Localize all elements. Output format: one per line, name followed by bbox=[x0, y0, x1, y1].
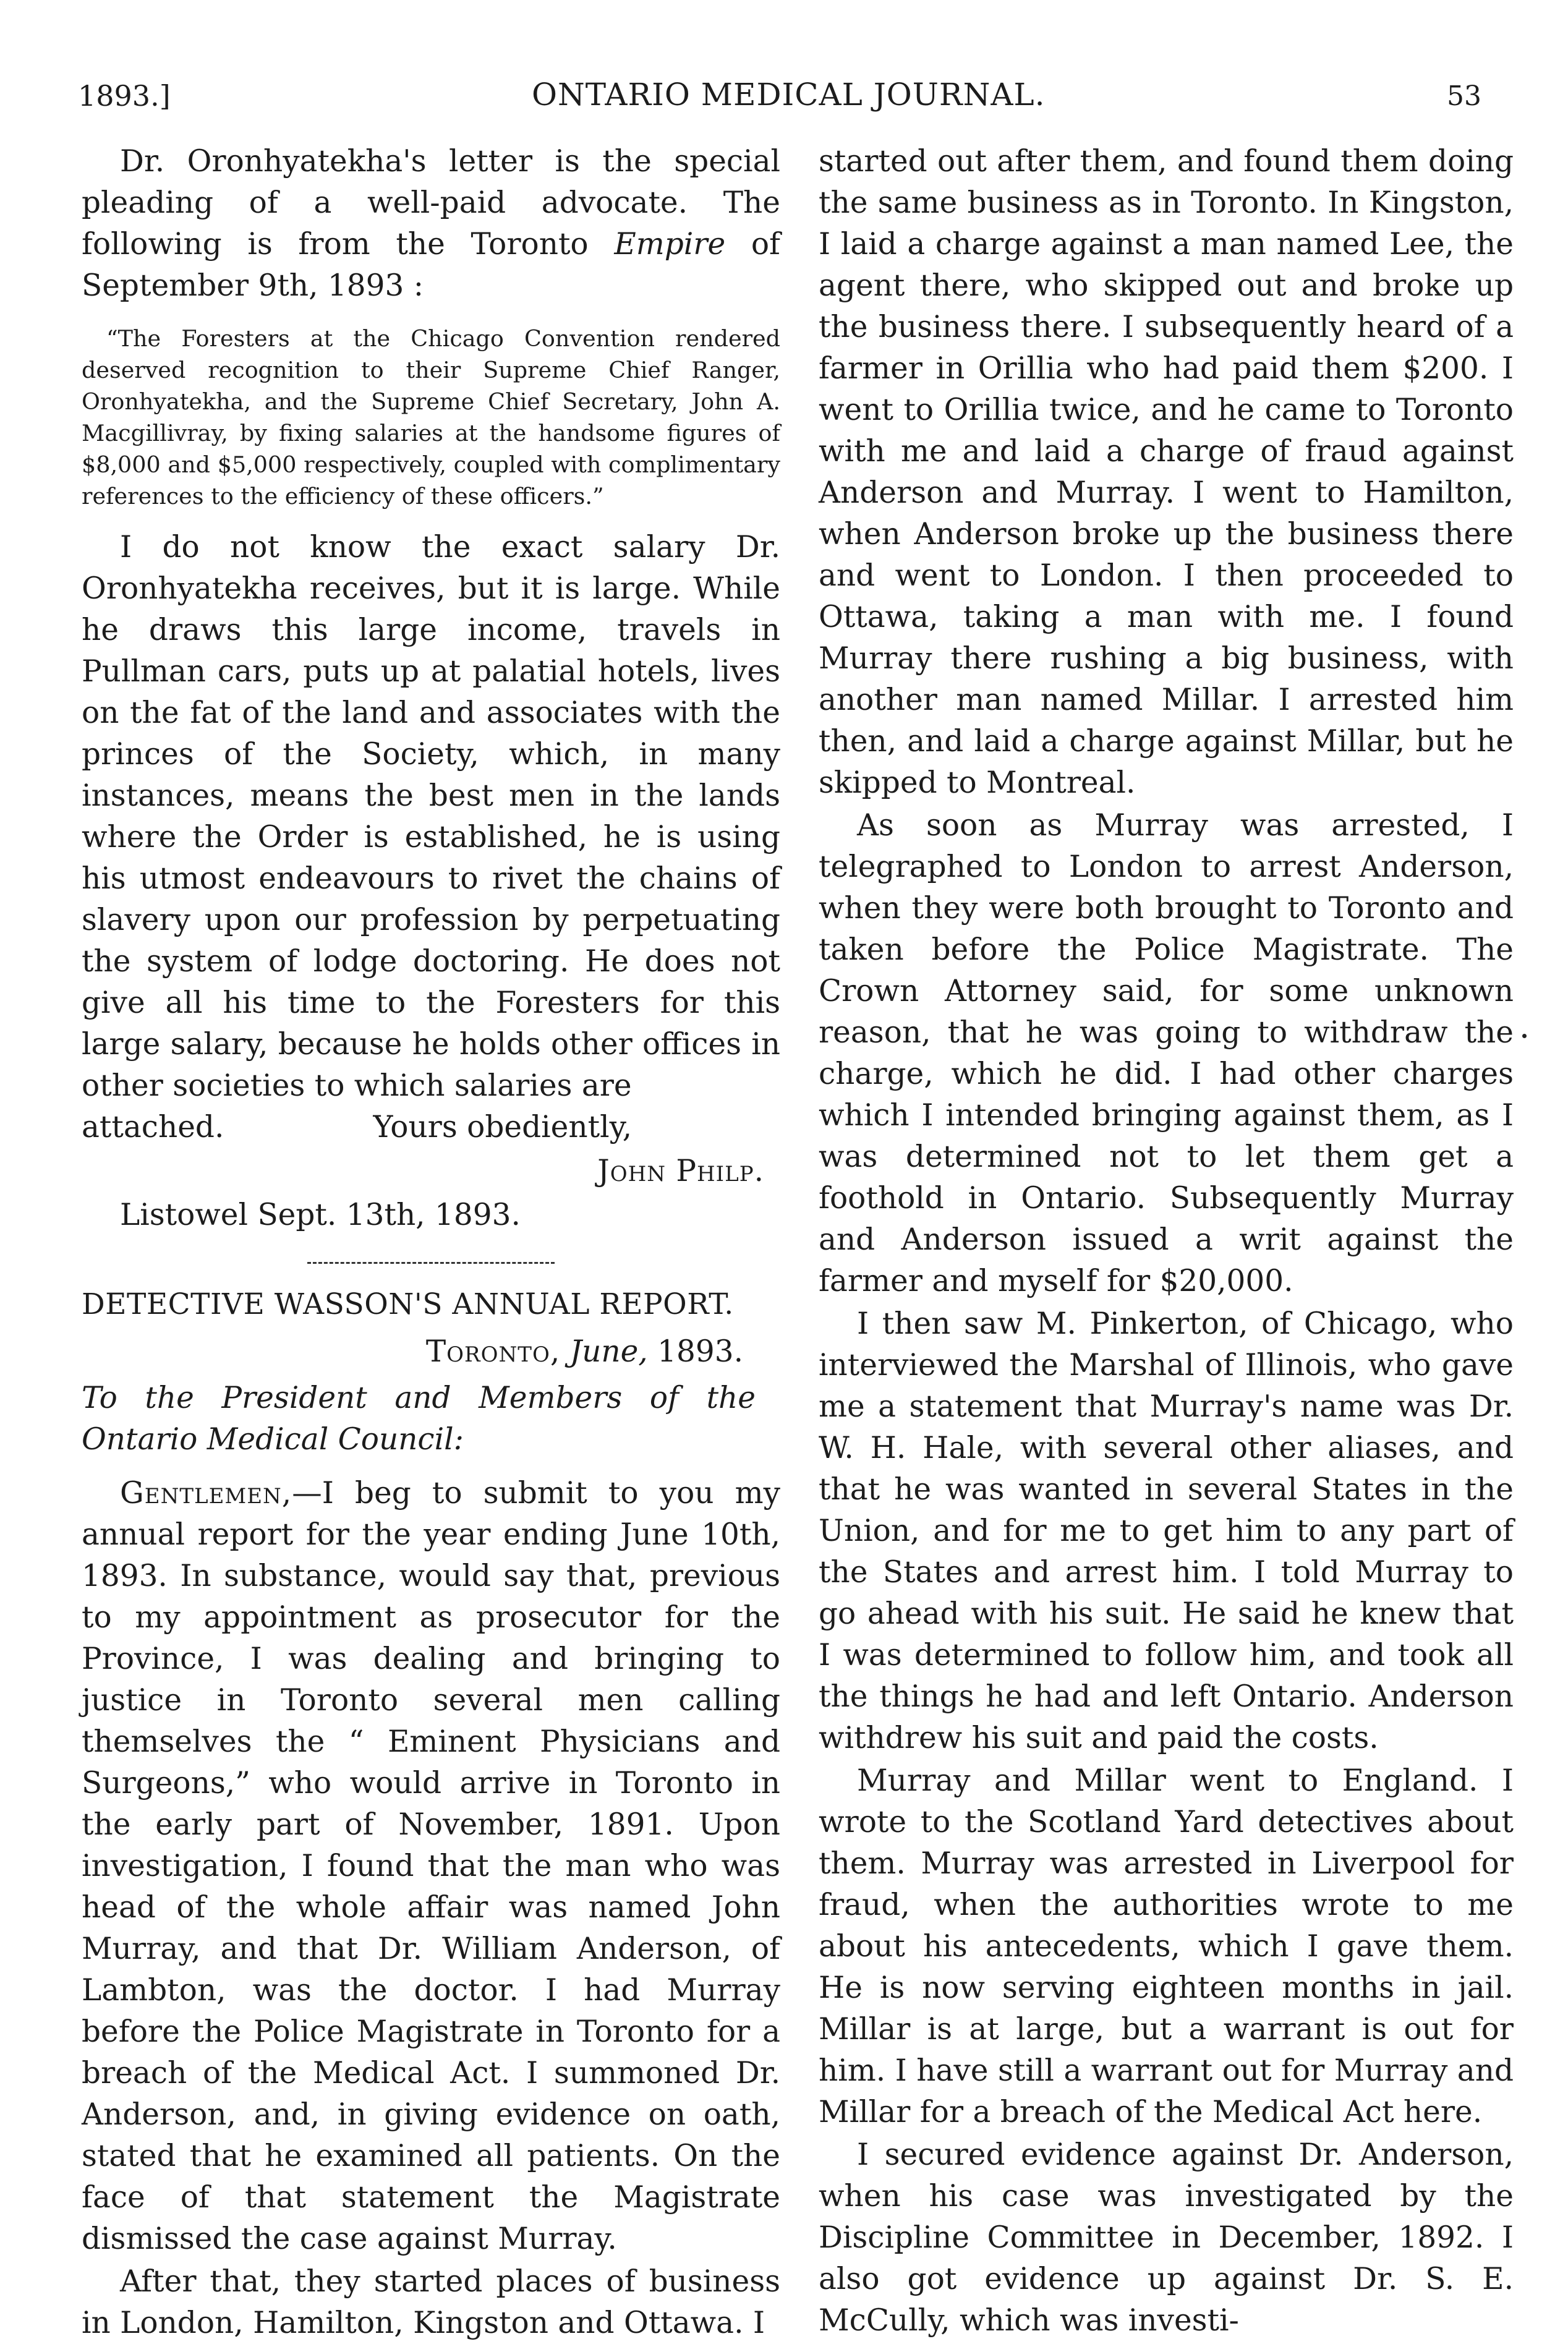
letter-place-date: Listowel Sept. 13th, 1893. bbox=[120, 1198, 521, 1232]
paragraph-evidence: I secured evidence against Dr. Anderson, when his case was investigated by the Discipline Committee in December, 1892. I also got evidence up against Dr. S. E. McCully, which was investi- bbox=[819, 2137, 1514, 2338]
closing-row bbox=[82, 1107, 780, 1148]
salutation: Gentlemen, bbox=[120, 1476, 292, 1511]
attached-word: attached. bbox=[82, 1110, 224, 1144]
dateline-year: 1893. bbox=[657, 1334, 743, 1369]
right-column bbox=[819, 141, 1514, 2342]
paragraph-salary: I do not know the exact salary Dr. Oronhyatekha receives, but it is large. While he draws this large income, travels in Pullman cars, puts up at palatial hotels, lives on the fat of the land and associates with the princes of the Society, which, in many instances, means the best men in the lands where the Order is established, he is using his utmost endeavours to rivet the chains of slavery upon our profession by perpetuating the system of lodge doctoring. He does not give all his time to the Foresters for this large salary, because he holds other offices in other societies to which salaries are bbox=[82, 530, 780, 1103]
section-divider bbox=[307, 1262, 555, 1264]
text-run: —I beg to submit to you my annual report for the year ending June 10th, 1893. In substance, would say that, previous to my appointment as prosecutor for the Province, I was dealing and bringing to justice in Toronto several men calling themselves the “ Eminent Physicians and Surgeons,” who would arrive in Toronto in the early part of November, 1891. Upon investigation, I found that the man who was head of the whole affair was named John Murray, and that Dr. William Anderson, of Lambton, was the doctor. I had Murray before the Police Magistrate in Toronto for a breach of the Medical Act. I summoned Dr. Anderson, and, in giving evidence on oath, stated that he examined all patients. On the face of that statement the Magistrate dismissed the case against Murray. bbox=[82, 1476, 780, 2256]
paragraph-empire-intro bbox=[82, 141, 780, 307]
paragraph-pinkerton: I then saw M. Pinkerton, of Chicago, who interviewed the Marshal of Illinois, who gave me a statement that Murray's name was Dr. W. H. Hale, with several other aliases, and that he was wanted in several States in the Union, and for me to get him to any part of the States and arrest him. I told Murray to go ahead with his suit. He said he knew that I was determined to follow him, and took all the things he had and left Ontario. Anderson withdrew his suit and paid the costs. bbox=[819, 1306, 1514, 1755]
newspaper-name: Empire bbox=[614, 227, 726, 262]
text-run: of September 9th, 1893 : bbox=[82, 227, 780, 303]
dateline-month: June, bbox=[569, 1334, 648, 1369]
report-address: To the President and Members of the Ontario Medical Council: bbox=[82, 1381, 756, 1457]
header-year: 1893.] bbox=[78, 79, 171, 113]
letter-signature: John Philp. bbox=[597, 1154, 764, 1188]
paragraph-arrest: As soon as Murray was arrested, I telegraphed to London to arrest Anderson, when they were both brought to Toronto and taken before the Police Magistrate. The Crown Attorney said, for some unknown reason, that he was going to withdraw the charge, which he did. I had other charges which I intended bringing against them, as I was determined not to let them get a foothold in Ontario. Subsequently Murray and Anderson issued a writ against the farmer and myself for $20,000. bbox=[819, 808, 1514, 1298]
left-column bbox=[82, 141, 780, 2344]
report-heading: DETECTIVE WASSON'S ANNUAL REPORT. bbox=[82, 1287, 734, 1321]
letter-signoff bbox=[82, 1107, 780, 1236]
text-run: Dr. Oronhyatekha's letter is the special pleading of a well-paid advocate. The following is from the Toronto bbox=[82, 144, 780, 262]
empire-quote: “The Foresters at the Chicago Convention rendered deserved recognition to their Supreme Chief Ranger, Oronhyatekha, and the Supreme Chief Secretary, John A. Macgillivray, by fixing salaries at the handsome figures of $8,000 and $5,000 respectively, coupled with complimentary references to the efficiency of these officers.” bbox=[82, 325, 780, 509]
running-head bbox=[0, 0, 1568, 142]
stray-mark bbox=[1522, 1034, 1527, 1038]
paragraph-england: Murray and Millar went to England. I wrote to the Scotland Yard detectives about them. Murray was arrested in Liverpool for fraud, when the authorities wrote to me about his antecedents, which I gave them. He is now serving eighteen months in jail. Millar is at large, but a warrant is out for him. I have still a warrant out for Murray and Millar for a breach of the Medical Act here. bbox=[819, 1763, 1514, 2129]
paragraph-continuation: started out after them, and found them doing the same business as in Toronto. In Kingston, I laid a charge against a man named Lee, the agent there, who skipped out and broke up the business there. I subsequently heard of a farmer in Orillia who had paid them $200. I went to Orillia twice, and he came to Toronto with me and laid a charge of fraud against Anderson and Murray. I went to Hamilton, when Anderson broke up the business there and went to London. I then proceeded to Ottawa, taking a man with me. I found Murray there rushing a big business, with another man named Millar. I arrested him then, and laid a charge against Millar, but he skipped to Montreal. bbox=[819, 144, 1514, 800]
dateline-place: Toronto, bbox=[425, 1334, 561, 1369]
paragraph-places-of-business: After that, they started places of business in London, Hamilton, Kingston and Ottawa. I bbox=[82, 2264, 780, 2340]
page-number: 53 bbox=[1447, 80, 1481, 112]
journal-title: ONTARIO MEDICAL JOURNAL. bbox=[532, 77, 1046, 113]
paragraph-report-opening bbox=[82, 1473, 780, 2260]
report-dateline bbox=[82, 1331, 780, 1373]
letter-closing: Yours obediently, bbox=[373, 1110, 632, 1144]
